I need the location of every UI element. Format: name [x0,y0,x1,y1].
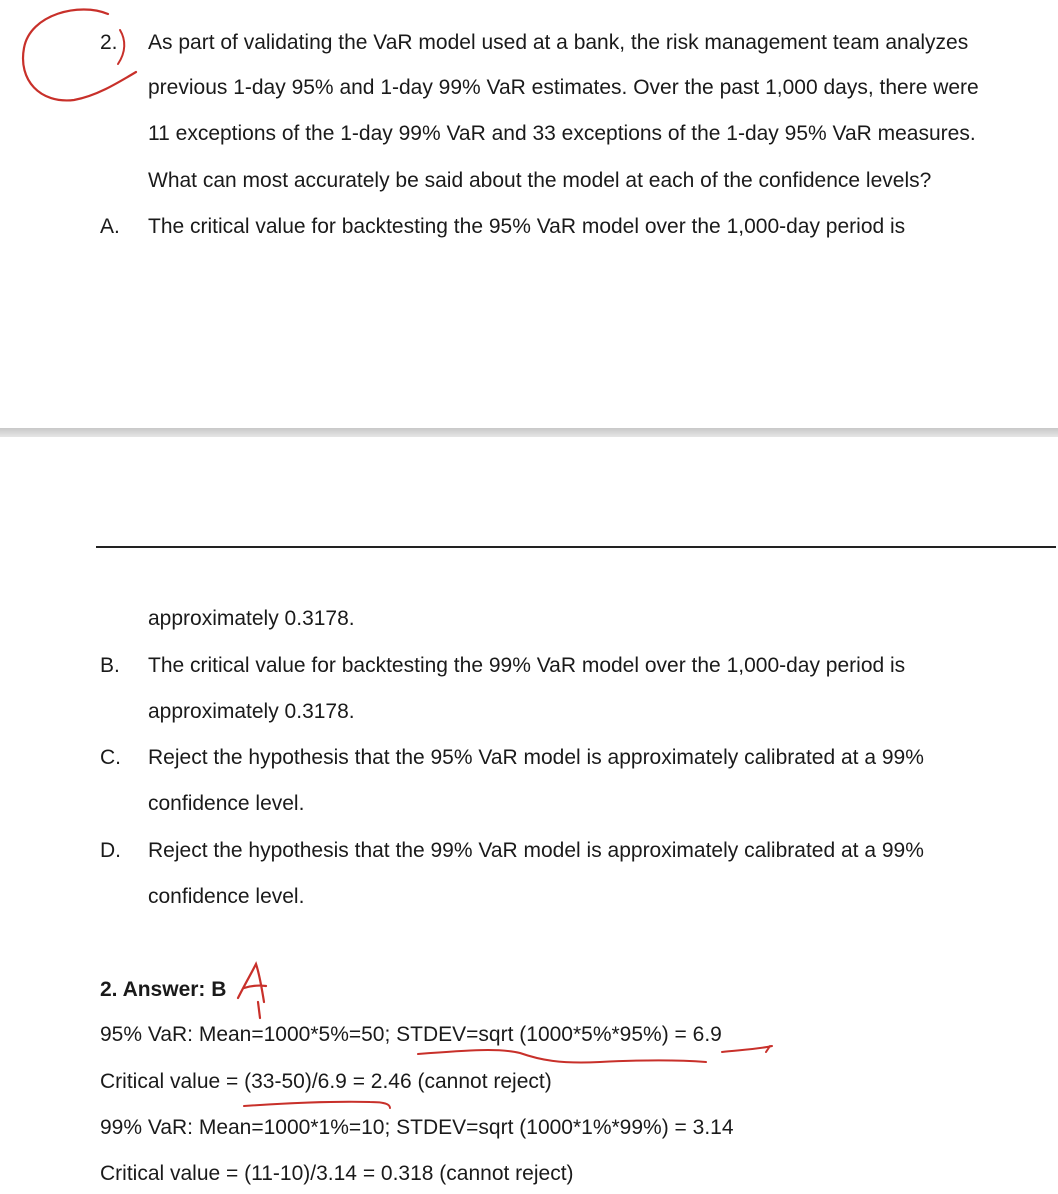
underline-critical-95 [244,1102,390,1108]
option-c-line-1: Reject the hypothesis that the 95% VaR model is approximately calibrated at a 99% [148,746,924,769]
answer-line-4: Critical value = (11-10)/3.14 = 0.318 (cannot reject) [100,1162,574,1185]
answer-line-1: 95% VaR: Mean=1000*5%=50; STDEV=sqrt (1000*5%*95%) = 6.9 [100,1023,722,1046]
option-c-letter: C. [100,746,121,769]
option-a-letter: A. [100,215,120,238]
question-stem-line-2: previous 1-day 95% and 1-day 99% VaR estimates. Over the past 1,000 days, there were [148,76,979,99]
option-b-letter: B. [100,654,120,677]
question-stem-line-3: 11 exceptions of the 1-day 99% VaR and 33 exceptions of the 1-day 95% VaR measures. [148,122,976,145]
option-b-line-1: The critical value for backtesting the 99% VaR model over the 1,000-day period is [148,654,906,677]
handwritten-a-icon [238,964,266,1018]
option-d-letter: D. [100,839,121,862]
option-b-line-2: approximately 0.3178. [148,700,355,723]
question-stem-line-1: As part of validating the VaR model used at a bank, the risk management team analyzes [148,31,969,54]
question-stem-line-4: What can most accurately be said about the model at each of the confidence levels? [148,169,932,192]
option-a-line-2: approximately 0.3178. [148,607,355,630]
horizontal-rule [96,546,1056,548]
option-c-line-2: confidence level. [148,792,305,815]
page-break-separator [0,428,1058,437]
underline-stdev-95 [418,1050,706,1062]
option-d-line-2: confidence level. [148,885,305,908]
answer-line-3: 99% VaR: Mean=1000*1%=10; STDEV=sqrt (1000*1%*99%) = 3.14 [100,1116,734,1139]
annotation-bracket [118,30,124,64]
question-number: 2. [100,31,118,54]
annotation-circle [23,9,136,100]
answer-line-2: Critical value = (33-50)/6.9 = 2.46 (cannot reject) [100,1070,552,1093]
underline-6-9 [722,1046,772,1052]
option-a-line-1: The critical value for backtesting the 95% VaR model over the 1,000-day period is [148,215,906,238]
option-d-line-1: Reject the hypothesis that the 99% VaR model is approximately calibrated at a 99% [148,839,924,862]
answer-heading: 2. Answer: B [100,978,227,1001]
